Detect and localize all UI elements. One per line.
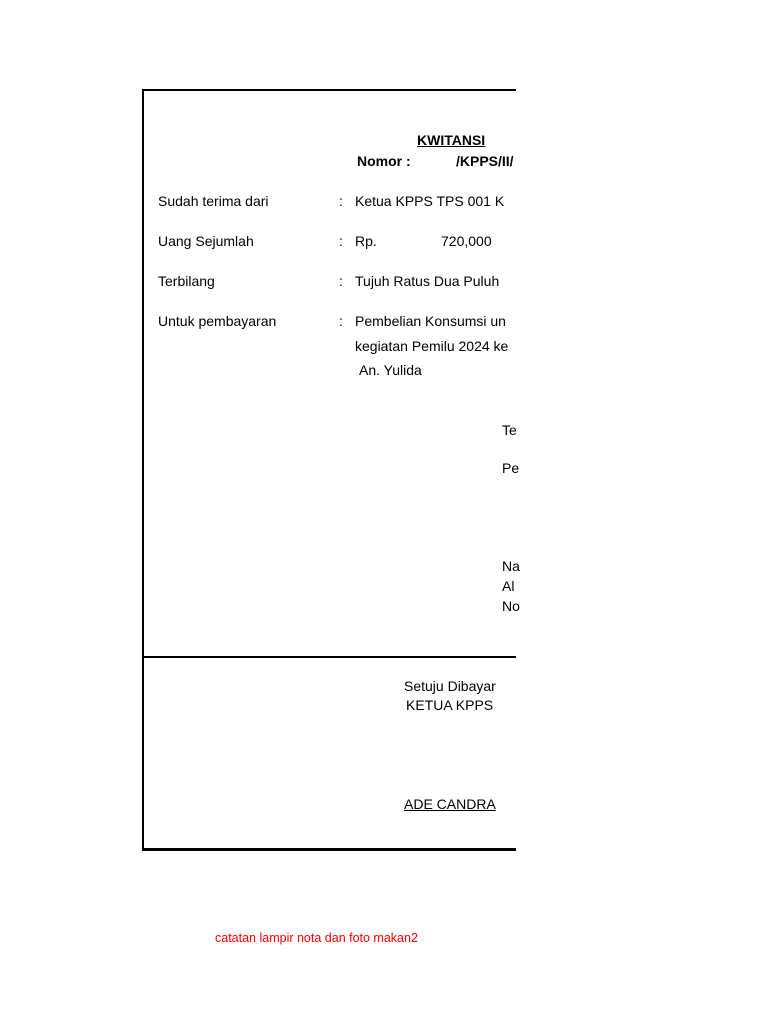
approval-name: ADE CANDRA (404, 796, 496, 812)
payment-purpose-line3: An. Yulida (359, 362, 422, 378)
amount-separator: : (339, 233, 343, 249)
payment-purpose-separator: : (339, 313, 343, 329)
receipt-number-value: /KPPS/II/ (456, 153, 514, 169)
amount-in-words-separator: : (339, 273, 343, 289)
payment-purpose-line1: Pembelian Konsumsi un (355, 313, 506, 329)
amount-value: 720,000 (441, 233, 492, 249)
receipt-number-label: Nomor : (357, 153, 411, 169)
note-text: catatan lampir nota dan foto makan2 (215, 931, 418, 945)
payment-purpose-line2: kegiatan Pemilu 2024 ke (355, 338, 509, 354)
approval-role: KETUA KPPS (406, 697, 494, 713)
receipt-frame (142, 89, 520, 851)
received-from-separator: : (339, 193, 343, 209)
amount-in-words-value: Tujuh Ratus Dua Puluh (355, 273, 500, 289)
received-from-label: Sudah terima dari (158, 193, 269, 209)
section-divider (144, 656, 516, 658)
receiver-address-line: Al (502, 578, 515, 594)
receiver-name-line: Na (502, 558, 520, 574)
approval-label: Setuju Dibayar (404, 678, 496, 694)
receiver-number-line: No (502, 598, 520, 614)
receiver-line1: Te (502, 422, 517, 438)
receipt-title: KWITANSI (417, 132, 486, 148)
amount-label: Uang Sejumlah (158, 233, 254, 249)
amount-in-words-label: Terbilang (158, 273, 215, 289)
amount-currency: Rp. (355, 233, 377, 249)
received-from-value: Ketua KPPS TPS 001 K (355, 193, 505, 209)
payment-purpose-label: Untuk pembayaran (158, 313, 277, 329)
receiver-line2: Pe (502, 460, 520, 476)
